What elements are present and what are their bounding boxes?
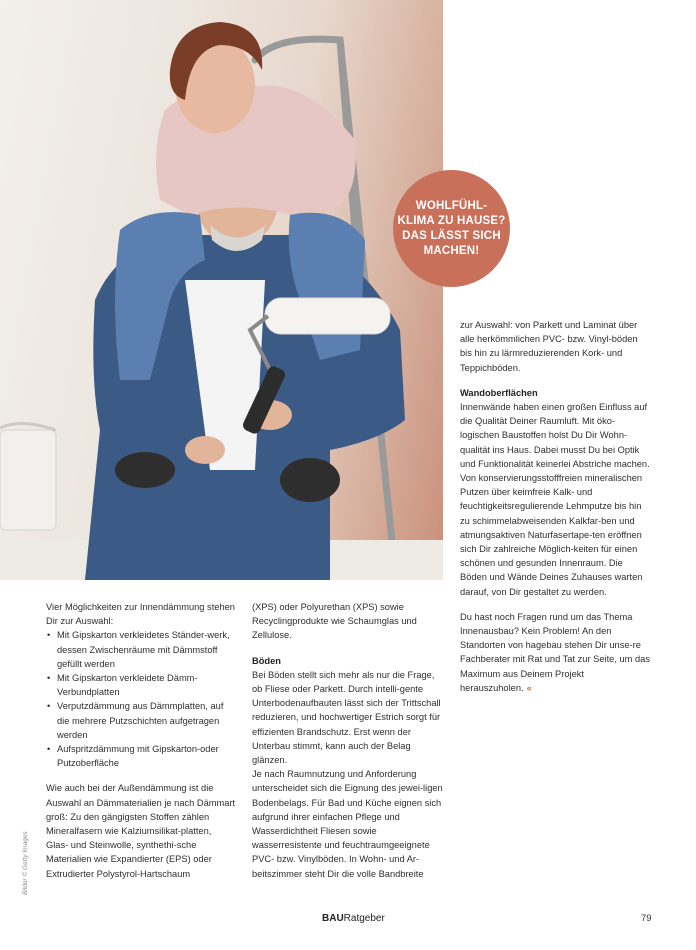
wand-paragraph: Innenwände haben einen großen Einfluss auf die Qualität Deiner Raumluft. Mit öko-logischen Baustoffen holst Du Dir Wohn-qualität ins Haus. Dabei musst Du bei Optik und Funktionalität keinerlei Abstriche machen. Von konservierungsstofffreien mineralischen Putzen über keimfreie Kalk- und feuchtigkeitsregulierende Lehmputze bis hin zu schimmelabweisenden Kalkfar-ben und atmungsaktiven Naturfasertape-ten eröffnen sich Dir zahlreiche Möglich-keiten für einen schönen und gesunden Innenraum. Die Böden und Wände Deines Zuhauses warten darauf, von Dir gestaltet zu werden. xyxy=(460,402,650,597)
bucket-graphic xyxy=(0,423,56,530)
text-column-2 xyxy=(252,600,447,881)
boeden-paragraph-2: Je nach Raumnutzung und Anforderung unterscheidet sich die Eignung des jewei-ligen Bodenbelags. Für Bad und Küche eignen sich aufgrund ihrer einfachen Pflege und Wasserdichtheit Fliesen sowie wasserresistente und feuchtraumgeeignete PVC- bzw. Vinylböden. In Wohn- und Ar-beitszimmer steht Dir die volle Bandbreite xyxy=(252,769,443,879)
list-item: • Aufspritzdämmung mit Gipskarton-oder Putzoberfläche xyxy=(46,742,236,770)
closing-paragraph xyxy=(460,610,652,695)
list-item: • Mit Gipskarton verkleidetes Ständer-werk, dessen Zwischenräume mit Dämmstoff gefüllt werden xyxy=(46,628,236,671)
end-mark-icon: « xyxy=(526,682,532,693)
intro-paragraph: Vier Möglichkeiten zur Innendämmung stehen Dir zur Auswahl: xyxy=(46,602,235,627)
insulation-options-list xyxy=(46,628,236,770)
couple-renovation-photo xyxy=(0,0,443,580)
magazine-logo xyxy=(322,913,385,924)
materials-paragraph: Wie auch bei der Außendämmung ist die Auswahl an Dämmaterialien je nach Dämmart groß: Zu den gängigsten Stoffen zählen Mineralfasern wie Kalziumsilikat-platten, Glas- und Steinwolle, synthethi-sche Materialien wie Expandierter (EPS) oder Extrudierter Polystyrol-Hartschaum xyxy=(46,783,236,879)
list-item: • Mit Gipskarton verkleidete Dämm-Verbundplatten xyxy=(46,671,236,699)
badge-line: WOHLFÜHL- xyxy=(415,199,488,212)
badge-line: DAS LÄSST SICH xyxy=(402,229,501,242)
text-column-1 xyxy=(46,600,236,881)
text-column-3 xyxy=(460,318,652,695)
section-heading-wandoberflaechen: Wandoberflächen xyxy=(460,387,538,398)
list-item: • Verputzdämmung aus Dämmplatten, auf die mehrere Putzschichten aufgetragen werden xyxy=(46,699,236,742)
logo-bold: BAU xyxy=(322,913,344,924)
badge-line: MACHEN! xyxy=(423,244,480,257)
boeden-paragraph-1: Bei Böden stellt sich mehr als nur die Frage, ob Fliese oder Parkett. Durch intelli-gente Unterbodenaufbauten lässt sich der Trittschall reduzieren, und hochwertiger Estrich sorgt für effizienten Brandschutz. Erst wenn der Unterbau stimmt, kann auch der Belag glänzen. xyxy=(252,669,441,766)
page-number: 79 xyxy=(641,913,652,924)
closing-text: Du hast noch Fragen rund um das Thema Innenausbau? Kein Problem! An den Standorten von hagebau stehen Dir unse-re Fachberater mit Rat und Tat zur Seite, um das Maximum aus Deinem Projekt herauszuholen. xyxy=(460,611,650,693)
materials-continuation: (XPS) oder Polyurethan (XPS) sowie Recyclingprodukte wie Schaumglas und Zellulose. xyxy=(252,602,417,641)
badge-line: KLIMA ZU HAUSE? xyxy=(397,214,506,227)
headline-badge xyxy=(393,170,510,287)
hero-photo xyxy=(0,0,443,580)
section-heading-boeden: Böden xyxy=(252,655,281,666)
photo-credit: Bilder © Getty Images xyxy=(22,831,29,895)
boeden-continuation: zur Auswahl: von Parkett und Laminat über alle herkömmlichen PVC- bzw. Vinyl-böden bis hin zu lärmreduzierenden Kork- und Teppichböden. xyxy=(460,320,638,373)
logo-rest: Ratgeber xyxy=(343,913,385,924)
